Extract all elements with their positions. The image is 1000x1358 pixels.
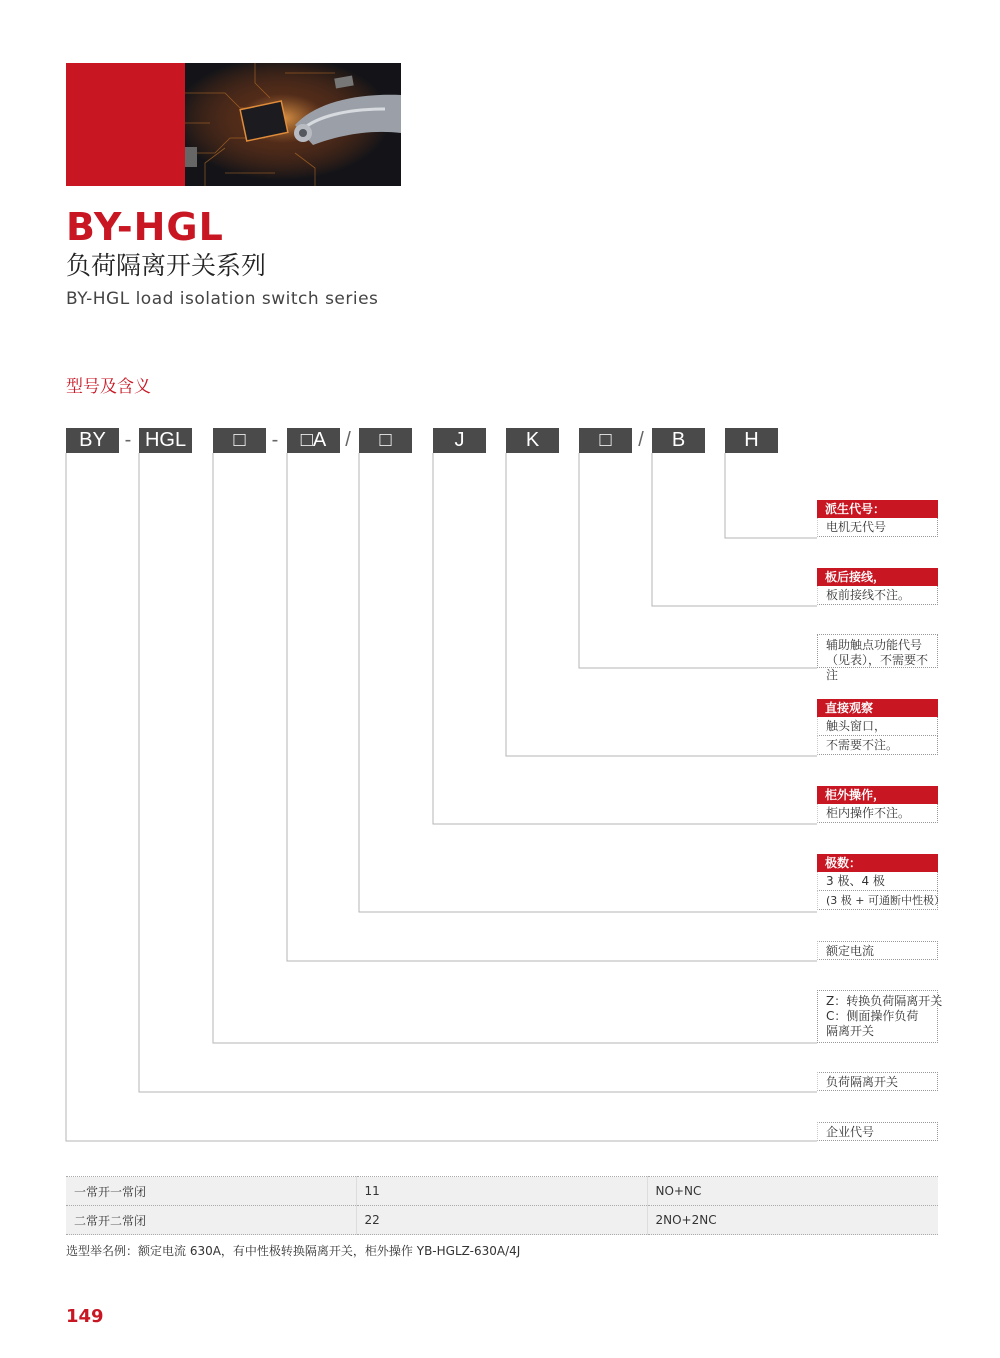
code-by: BY (66, 428, 119, 453)
meaning-aux-line1: 辅助触点功能代号 (826, 638, 923, 652)
meaning-b-desc: 板前接线不注。 (817, 586, 938, 605)
selection-example-note: 选型举名例：额定电流 630A，有中性极转换隔离开关，柜外操作 YB-HGLZ-630A/4J (66, 1244, 521, 1258)
code-separator: - (124, 429, 132, 451)
connector-box2 (287, 453, 817, 961)
code-b: B (652, 428, 705, 453)
table-cell: NO+NC (647, 1177, 938, 1206)
connector-by (66, 453, 817, 1141)
aux-contact-table (66, 1176, 938, 1235)
code-separator: / (345, 429, 351, 451)
meaning-k-title: 直接观察 (817, 699, 938, 717)
meaning-h-title: 派生代号： (817, 500, 938, 518)
meaning-aux-line2: （见表），不需要不注 (826, 653, 929, 682)
code-separator: - (271, 429, 279, 451)
code-h: H (725, 428, 778, 453)
subtitle-english: BY-HGL load isolation switch series (66, 289, 379, 309)
code-aux-placeholder: □ (579, 428, 632, 453)
meaning-aux (817, 634, 938, 682)
meaning-k-desc2: 不需要不注。 (817, 736, 938, 755)
subtitle-chinese: 负荷隔离开关系列 (66, 251, 267, 280)
meaning-by: 企业代号 (817, 1122, 938, 1141)
section-heading: 型号及含义 (66, 377, 151, 397)
code-separator: / (638, 429, 644, 451)
table-cell: 二常开二常闭 (66, 1206, 356, 1235)
connector-k (506, 453, 817, 756)
connector-j (433, 453, 817, 824)
code-k: K (506, 428, 559, 453)
page-number: 149 (66, 1306, 104, 1327)
meaning-rated-current: 额定电流 (817, 941, 938, 960)
meaning-j-desc: 柜内操作不注。 (817, 804, 938, 823)
meaning-type-line2: C：侧面操作负荷 (826, 1009, 919, 1023)
table-row (66, 1177, 938, 1206)
table-cell: 一常开一常闭 (66, 1177, 356, 1206)
connector-b (652, 453, 817, 606)
code-type-placeholder: □ (213, 428, 266, 453)
meaning-type-line3: 隔离开关 (826, 1024, 875, 1038)
page-title: BY-HGL (66, 205, 224, 249)
connector-box4 (579, 453, 817, 668)
table-cell: 2NO+2NC (647, 1206, 938, 1235)
table-row (66, 1206, 938, 1235)
meaning-poles-title: 极数： (817, 854, 938, 872)
code-current-placeholder: □A (287, 428, 340, 453)
meaning-type-line1: Z：转换负荷隔离开关 (826, 994, 943, 1008)
meaning-poles-desc1: 3 极、4 极 (817, 872, 938, 891)
meaning-j-title: 柜外操作， (817, 786, 938, 804)
connector-h (725, 453, 817, 538)
meaning-type (817, 990, 943, 1043)
connector-hgl (139, 453, 817, 1092)
meaning-b-title: 板后接线， (817, 568, 938, 586)
meaning-k-desc1: 触头窗口， (817, 717, 938, 736)
table-cell: 11 (356, 1177, 647, 1206)
table-cell: 22 (356, 1206, 647, 1235)
code-j: J (433, 428, 486, 453)
connector-box3 (359, 453, 817, 912)
meaning-h-desc: 电机无代号 (817, 518, 938, 537)
meaning-hgl: 负荷隔离开关 (817, 1072, 938, 1091)
code-hgl: HGL (139, 428, 192, 453)
code-poles-placeholder: □ (359, 428, 412, 453)
connector-box1 (213, 453, 817, 1043)
meaning-poles-desc2: (3 极 + 可通断中性极） (817, 891, 938, 910)
